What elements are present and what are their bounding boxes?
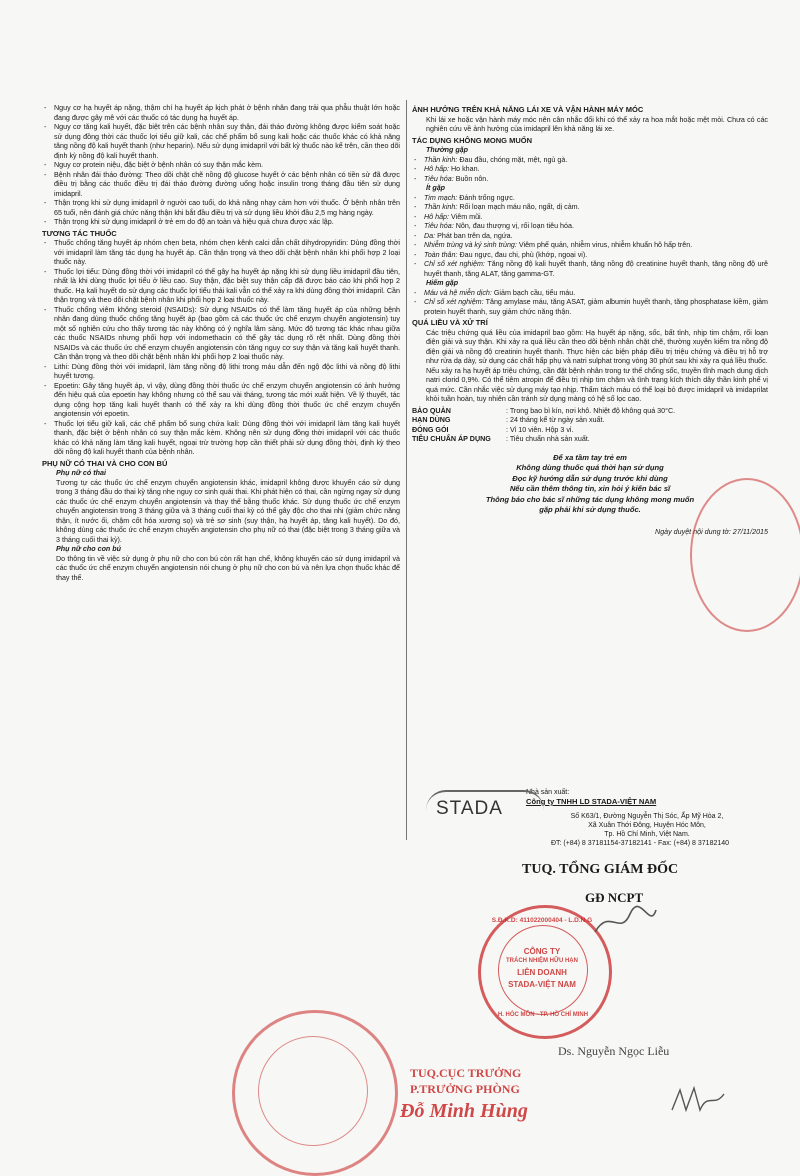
left-column: [42, 104, 400, 583]
effect-item-label: Toàn thân:: [424, 250, 458, 259]
effect-item-text: Phát ban trên da, ngứa.: [437, 231, 513, 240]
effect-item: [412, 203, 768, 213]
bullet-dash: -: [414, 203, 417, 211]
bullet-item: [42, 104, 400, 123]
effect-item-label: Nhiễm trùng và ký sinh trùng:: [424, 241, 517, 249]
warning-line: Đọc kỹ hướng dẫn sử dụng trước khi dùng: [512, 473, 668, 483]
effect-item: [412, 175, 768, 185]
storage-key: BẢO QUẢN: [412, 406, 451, 415]
storage-key: HẠN DÙNG: [412, 416, 451, 424]
stamp-bottom-text: H. HÓC MÔN - TP. HỒ CHÍ MINH: [497, 1012, 589, 1018]
bullet-dash: -: [414, 165, 417, 173]
effect-item-text: Nôn, đau thượng vị, rối loạn tiêu hóa.: [455, 222, 574, 230]
manufacturer-address-2: Xã Xuân Thới Đông, Huyện Hóc Môn,: [588, 822, 706, 829]
stamp-line-1: CÔNG TY: [523, 947, 561, 956]
effect-item-label: Thần kinh:: [424, 155, 458, 164]
effect-item-text: Tăng nồng độ kali huyết thanh, tăng nồng độ creatinine huyết thanh, tăng nồng độ urê huyết thanh, tăng ALAT, tăng gamma-GT.: [424, 260, 769, 278]
subsection-heading: Phụ nữ có thai: [56, 469, 106, 477]
effect-item-label: Tiêu hóa:: [424, 222, 454, 230]
director-title: TUQ. TỔNG GIÁM ĐỐC: [522, 862, 679, 877]
storage-row: [412, 416, 768, 426]
effect-item-label: Hô hấp:: [424, 165, 450, 173]
effect-item: [412, 194, 768, 204]
subsection-heading: Ít gặp: [426, 184, 446, 192]
stamp-ring-text: S.Đ.K.D: 411022000404 - L.D.N.G: [491, 917, 593, 924]
bullet-dash: -: [414, 298, 417, 306]
effect-item: [412, 260, 768, 279]
section-heading: PHỤ NỮ CÓ THAI VÀ CHO CON BÚ: [42, 458, 168, 468]
manufacturer-contact: ĐT: (+84) 8 37181154-37182141 - Fax: (+84) 8 37182140: [550, 840, 730, 847]
bullet-text: Bệnh nhân đái tháo đường: Theo dõi chặt chẽ nồng độ glucose huyết ở các bệnh nhân có tiền sử đã được điều trị bằng các thuốc điều trị đái tháo đường đường uống hoặc insulin trong tháng đầu tiên sử dụng imidapril.: [54, 170, 400, 198]
bullet-text: Thận trọng khi sử dụng imidapril ở người cao tuổi, do khả năng nhạy cảm hơn với thuốc. Ở bệnh nhân trên 65 tuổi, nên đánh giá chức năng thận khi bắt đầu điều trị và sử dụng liều khởi đầu 2,5 mg hàng ngày.: [54, 199, 400, 217]
effect-item-label: Hô hấp:: [424, 212, 450, 221]
storage-value: : Tiêu chuẩn nhà sản xuất.: [506, 435, 590, 443]
effect-item-label: Máu và hệ miễn dịch:: [424, 288, 492, 297]
bullet-dash: -: [414, 241, 417, 249]
manufacturer-address-1: Số K63/1, Đường Nguyễn Thị Sóc, Ấp Mỹ Hòa 2,: [570, 813, 724, 820]
bullet-dash: -: [44, 170, 47, 179]
director-subtitle: GĐ NCPT: [585, 890, 644, 905]
effect-item-body: [424, 298, 768, 317]
authority-subtitle: P.TRƯỞNG PHÒNG: [410, 1082, 520, 1096]
effect-item-body: [424, 251, 768, 261]
bullet-item: [42, 161, 400, 171]
effect-item-label: Tim mạch:: [424, 193, 458, 202]
bullet-item: [42, 171, 400, 200]
warning-line: Nếu cần thêm thông tin, xin hỏi ý kiến bác sĩ: [509, 484, 671, 493]
bullet-dash: -: [414, 260, 417, 268]
subsection-heading: Phụ nữ cho con bú: [56, 545, 121, 553]
effect-item-body: [424, 260, 768, 279]
bullet-item: [42, 239, 400, 268]
effect-item: [412, 213, 768, 223]
bullet-text: Thuốc lợi tiểu: Dùng đồng thời với imidapril có thể gây hạ huyết áp nặng khi sử dụng liều imidapril đầu tiên, nhất là khi dùng thuốc lợi tiểu ở liều cao. Suy thận, đặc biệt suy thận cấp đã được báo cáo khi phối hợp 2 thuốc. Hạ kali huyết do sử dụng các thuốc lợi tiểu thải kali vẫn có thể xảy ra khi dùng đồng thời imidapril. Cần thận trọng và theo dõi chặt bệnh nhân khi phối hợp 2 loại thuốc này.: [54, 267, 400, 304]
storage-row: [412, 435, 768, 445]
effect-item-body: [424, 222, 768, 232]
bullet-dash: -: [44, 267, 47, 276]
bullet-dash: -: [44, 381, 47, 390]
effect-item-text: Buồn nôn.: [455, 174, 489, 183]
effect-item: [412, 298, 768, 317]
section-heading: TƯƠNG TÁC THUỐC: [42, 228, 117, 238]
warning-line: Để xa tầm tay trẻ em: [553, 452, 627, 462]
bullet-dash: -: [44, 218, 47, 226]
bullet-dash: -: [44, 199, 47, 207]
bullet-text: Nguy cơ hạ huyết áp nặng, thậm chí hạ huyết áp kịch phát ở bệnh nhân đang trải qua phẫu thuật lớn hoặc đang được gây mê với các thuốc có tác dụng hạ huyết áp.: [54, 104, 400, 122]
bullet-item: [42, 199, 400, 218]
bullet-dash: -: [414, 193, 417, 202]
effect-item-body: [424, 241, 768, 251]
bullet-dash: -: [44, 362, 47, 371]
bullet-dash: -: [414, 222, 417, 230]
right-column-blocks: [412, 105, 768, 405]
effect-item-body: [424, 165, 768, 175]
authority-stamp-inner: [258, 1036, 368, 1146]
effect-item-label: Thần kinh:: [424, 203, 458, 211]
storage-row: [412, 426, 768, 436]
effect-item-label: Chỉ số xét nghiệm:: [424, 298, 484, 306]
effect-item-body: [424, 194, 768, 204]
authority-name: Đỗ Minh Hùng: [400, 1100, 528, 1122]
warning-line: Thông báo cho bác sĩ những tác dụng không mong muốn: [485, 494, 695, 504]
bullet-dash: -: [414, 174, 417, 183]
effect-item: [412, 156, 768, 166]
stamp-line-3: LIÊN DOANH: [517, 968, 567, 977]
effect-item-text: Viêm phế quản, nhiễm virus, nhiễm khuẩn hô hấp trên.: [518, 241, 693, 249]
manufacturer-label: Nhà sản xuất:: [526, 789, 570, 796]
bullet-text: Thuốc chống tăng huyết áp nhóm chẹn beta, nhóm chẹn kênh calci dẫn chất dihydropyridin: Dùng đồng thời với imidapril làm tăng tác dụng hạ huyết áp. Cần thận trọng và theo dõi chặt bệnh nhân khi phối hợp 2 loại thuốc này.: [54, 239, 400, 266]
effect-item-body: [424, 213, 768, 223]
storage-row: [412, 407, 768, 417]
bullet-dash: -: [414, 212, 417, 221]
effect-item: [412, 251, 768, 261]
section-heading: QUÁ LIỀU VÀ XỬ TRÍ: [412, 318, 488, 327]
storage-value: : Trong bao bì kín, nơi khô. Nhiệt độ không quá 30°C.: [506, 406, 676, 415]
paragraph: Các triệu chứng quá liều của imidapril bao gồm: Hạ huyết áp nặng, sốc, bất tỉnh, nhịp tim chậm, rối loạn điện giải và suy thận. Khi xảy ra quá liều cần theo dõi bệnh nhân chặt chẽ, thường xuyên kiểm tra nồng độ điện giải và nồng độ creatinin huyết thanh. Thực hiện các biện pháp điều trị triệu chứng và điều trị hỗ trợ như rửa dạ dày, sử dụng các chất hấp phụ và natri sulphat trong vòng 30 phút sau khi xảy ra quá liều thuốc.: [426, 328, 768, 365]
stamp-line-2: TRÁCH NHIỆM HỮU HẠN: [506, 958, 578, 964]
effect-item-body: [424, 203, 768, 213]
bullet-item: [42, 363, 400, 382]
effect-item-body: [424, 175, 768, 185]
bullet-dash: -: [414, 155, 417, 164]
effect-item-label: Chỉ số xét nghiệm:: [424, 260, 485, 268]
bullet-item: [42, 420, 400, 458]
storage-value: : Vỉ 10 viên. Hộp 3 vỉ.: [506, 425, 574, 434]
paragraph: Nếu xảy ra hạ huyết áp triệu chứng, cần đặt bệnh nhân trong tư thế chống sốc, truyền tĩnh mạch dung dịch natri clorid 0,9%. Có thể tiêm atropin để điều trị nhịp tim chậm và tình trạng kích thích dây thần kinh phế vị quá mức. Cần nhắc việc sử dụng máy tạo nhịp. Thẩm tách máu có thể loại bỏ được imidapril và imidaprilat khỏi tuần hoàn, tuy nhiên cần tránh sử dụng màng có hệ số lọc cao.: [426, 366, 768, 403]
effect-item: [412, 232, 768, 242]
bullet-dash: -: [414, 231, 417, 240]
effect-item-text: Rối loạn mạch máu não, ngất, dị cảm.: [459, 203, 580, 211]
bullet-text: Nguy cơ tăng kali huyết, đặc biệt trên các bệnh nhân suy thận, đái tháo đường không được kiểm soát hoặc sử dụng đồng thời các thuốc lợi tiểu giữ kali, các chế phẩm bổ sung kali hoặc các thuốc khác có khả năng tăng nồng độ kali huyết thanh (như heparin). Nếu sử dụng imidapril với bất kỳ thuốc nào kể trên, cần theo dõi định kỳ nồng độ kali huyết thanh.: [54, 123, 400, 160]
storage-value: : 24 tháng kể từ ngày sản xuất.: [506, 416, 605, 424]
right-column: [412, 104, 768, 537]
effect-item-text: Đánh trống ngực.: [459, 193, 515, 202]
paragraph: Khi lái xe hoặc vận hành máy móc nên cân nhắc đối khi có thể xảy ra hoa mắt hoặc mệt mỏi. Chưa có các nghiên cứu về ảnh hưởng của imidapril lên khả năng lái xe.: [426, 115, 768, 133]
effect-item-label: Tiêu hóa:: [424, 174, 454, 183]
bullet-text: Thuốc chống viêm không steroid (NSAIDs): Sử dụng NSAIDs có thể làm tăng huyết áp của những bệnh nhân đang dùng thuốc chống tăng huyết áp (bao gồm cả các thuốc ức chế enzym chuyển angiotensin) tuy một số nghiên cứu cho thấy tương tác này không có ý nghĩa lâm sàng. Mức độ tương tác khác nhau giữa các thuốc NSAIDs nhưng phối hợp với indomethacin có thể gây tác dụng rõ rệt nhất. Dùng đồng thời NSAIDs và các thuốc ức chế enzym chuyển angiotensin còn tăng nguy cơ suy thận và tăng kali huyết thanh. Cần thận trọng và theo dõi chặt bệnh nhân khi phối hợp 2 loại thuốc này.: [54, 305, 400, 361]
authority-title: TUQ.CỤC TRƯỞNG: [410, 1066, 522, 1080]
effect-item: [412, 289, 768, 299]
bullet-text: Thận trọng khi sử dụng imidapril ở trẻ em do độ an toàn và hiệu quả chưa được xác lập.: [54, 218, 334, 226]
effect-item-body: [424, 156, 768, 166]
bullet-dash: -: [44, 239, 47, 247]
section-heading: TÁC DỤNG KHÔNG MONG MUỐN: [412, 135, 532, 145]
bullet-item: [42, 382, 400, 420]
stada-logo: STADA: [436, 798, 503, 819]
bullet-item: [42, 123, 400, 161]
paragraph: Tương tự các thuốc ức chế enzym chuyển angiotensin khác, imidapril không được khuyến cáo sử dụng trong 3 tháng đầu do thai kỳ tăng nhẹ nguy cơ sinh quái thai. Khi phát hiện có thai, cần ngừng ngay sử dụng các thuốc ức chế enzym chuyển angiotensin và thay thế bằng thuốc khác. Sử dụng thuốc ức chế enzym chuyển angiotensin trong 3 tháng giữa và 3 tháng cuối thai kỳ có thể gây độc cho thai nhi (giảm chức năng thận, ít nước ối, chậm cốt hóa xương sọ) và trẻ sơ sinh (suy thận, hạ huyết áp, tăng kali huyết). Do đó, không dùng các thuốc ức chế enzym chuyển angiotensin cho phụ nữ có thai (đặc biệt trong 3 tháng giữa và 3 tháng cuối thai kỳ).: [56, 478, 400, 544]
storage-key: ĐÓNG GÓI: [412, 425, 449, 434]
section-heading: ẢNH HƯỞNG TRÊN KHẢ NĂNG LÁI XE VÀ VẬN HÀNH MÁY MÓC: [412, 105, 644, 114]
bullet-dash: -: [414, 288, 417, 297]
warning-line: gặp phải khi sử dụng thuốc.: [539, 505, 641, 514]
bullet-item: [42, 268, 400, 306]
bullet-dash: -: [44, 305, 47, 314]
effect-item-text: Tăng amylase máu, tăng ASAT, giảm albumin huyết thanh, tăng phosphatase kiềm, giảm protein huyết thanh, suy giảm chức năng thận.: [424, 298, 768, 316]
column-divider: [406, 100, 407, 840]
bullet-text: Epoetin: Gây tăng huyết áp, vì vậy, dùng đồng thời thuốc ức chế enzym chuyển angiotensin có ảnh hưởng đến hiệu quả của epoetin hay không nhưng có thể sau vài tháng, tương tác mới xuất hiện. Về lý thuyết, tác dụng cộng hợp tăng kali huyết thanh có thể xảy ra khi dùng đồng thời thuốc ức chế enzym chuyển angiotensin với epoetin.: [54, 381, 400, 418]
bullet-text: Thuốc lợi tiểu giữ kali, các chế phẩm bổ sung chứa kali: Dùng đồng thời với imidapril làm tăng kali huyết thanh, đặc biệt ở bệnh nhân có suy thận mắc kèm. Không nên sử dụng đồng thời imidapril với các thuốc khác có khả năng làm tăng kali huyết, ngoại trừ trường hợp cần thiết phải sử dụng đồng thời, định kỳ theo dõi nồng độ kali huyết thanh của bệnh nhân.: [54, 419, 400, 456]
bullet-dash: -: [44, 123, 47, 131]
effect-item: [412, 241, 768, 251]
effect-item-text: Giảm bạch cầu, tiểu máu.: [493, 288, 576, 297]
effect-item-text: Đau đầu, chóng mặt, mệt, ngủ gà.: [459, 155, 568, 164]
subsection-heading: Hiếm gặp: [426, 279, 459, 287]
effect-item-body: [424, 289, 768, 299]
bullet-item: [42, 218, 400, 228]
bullet-text: Nguy cơ protein niệu, đặc biệt ở bệnh nhân có suy thận mắc kèm.: [54, 161, 264, 169]
paragraph: Do thông tin về việc sử dụng ở phụ nữ cho con bú còn rất hạn chế, không khuyến cáo sử dụng imidapril và các thuốc ức chế enzym chuyển angiotensin nói chung ở phụ nữ cho con bú và nên lựa chọn thuốc khác để thay thế.: [56, 554, 400, 582]
effect-item: [412, 165, 768, 175]
manufacturer-address-3: Tp. Hồ Chí Minh, Việt Nam.: [604, 831, 690, 838]
effect-item: [412, 222, 768, 232]
handwritten-signature-2: [668, 1080, 728, 1120]
effect-item-text: Đau ngực, đau chi, phù (khớp, ngoại vi).: [459, 250, 588, 259]
effect-item-text: Viêm mũi.: [451, 212, 483, 221]
bullet-dash: -: [44, 419, 47, 428]
effect-item-body: [424, 232, 768, 242]
bullet-text: Lithi: Dùng đồng thời với imidapril, làm tăng nồng độ lithi trong máu dẫn đến ngộ độc lithi và nồng độ lithi huyết tương.: [54, 362, 400, 380]
bullet-dash: -: [44, 161, 47, 169]
storage-key: TIÊU CHUẨN ÁP DỤNG: [412, 435, 491, 443]
effect-item-text: Ho khan.: [451, 165, 480, 173]
signer-name: Ds. Nguyễn Ngọc Liễu: [558, 1044, 670, 1058]
stamp-line-4: STADA-VIỆT NAM: [508, 980, 576, 989]
handwritten-signature-1: [590, 902, 660, 942]
storage-table: [412, 407, 768, 445]
subsection-heading: Thường gặp: [426, 146, 469, 154]
approval-date: Ngày duyệt nội dung tờ: 27/11/2015: [655, 527, 768, 536]
bullet-dash: -: [44, 104, 47, 112]
bullet-dash: -: [414, 250, 417, 259]
side-stamp: [690, 478, 800, 632]
effect-item-label: Da:: [424, 231, 436, 240]
manufacturer-company: Công ty TNHH LD STADA-VIỆT NAM: [526, 797, 657, 806]
bullet-item: [42, 306, 400, 363]
warning-line: Không dùng thuốc quá thời hạn sử dụng: [516, 463, 664, 472]
